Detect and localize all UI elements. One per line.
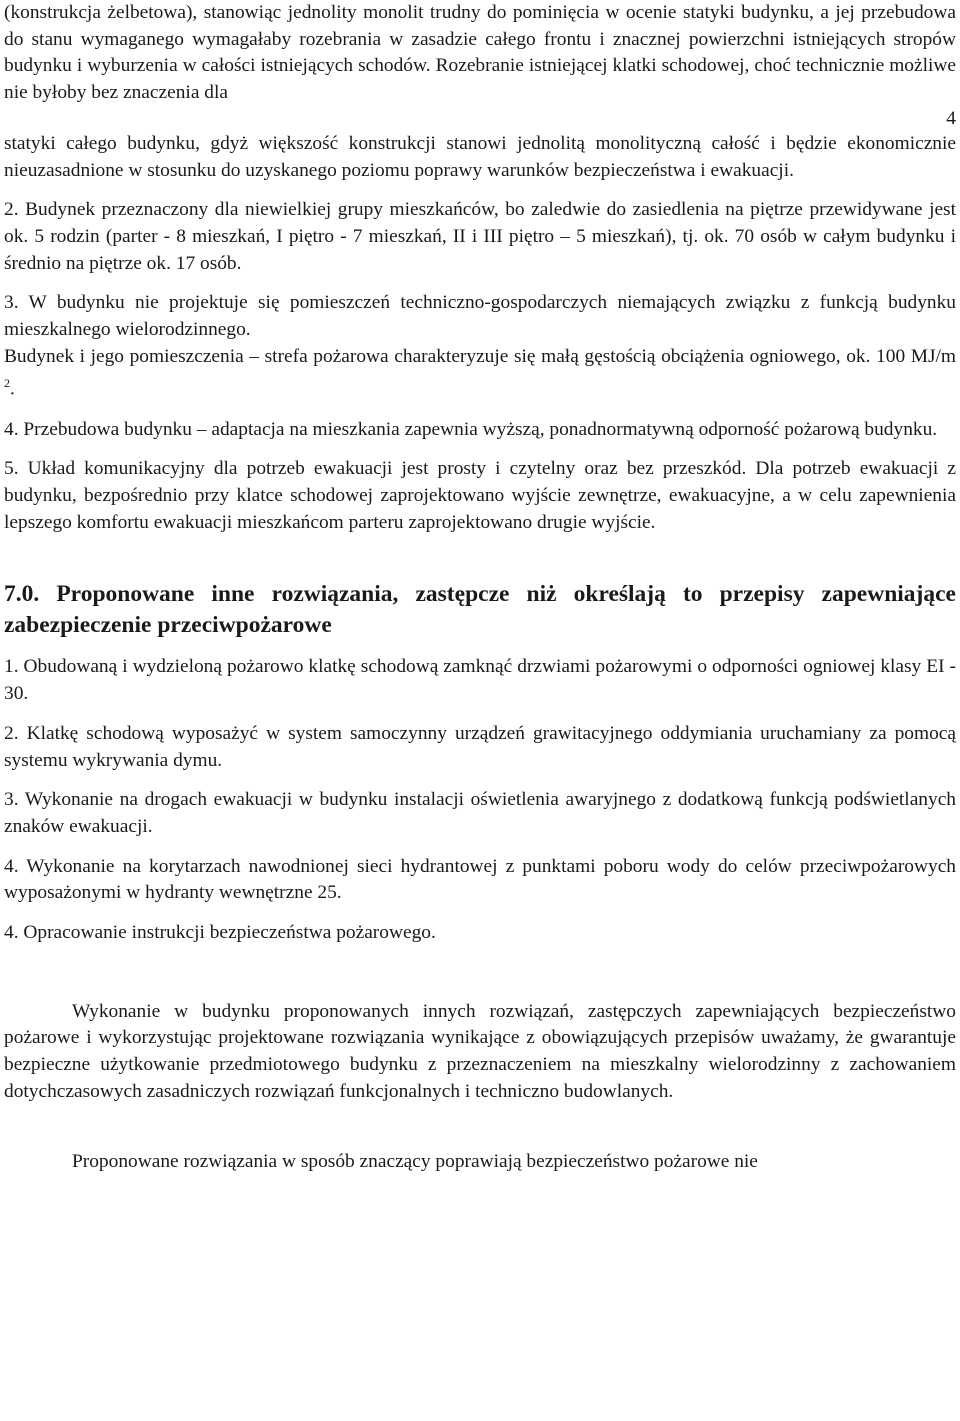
point-3b bbox=[4, 344, 956, 404]
point-4: 4. Przebudowa budynku – adaptacja na mieszkania zapewnia wyższą, ponadnormatywną odporność pożarową budynku. bbox=[4, 418, 938, 440]
final-line: Proponowane rozwiązania w sposób znaczący poprawiają bezpieczeństwo pożarowe nie bbox=[72, 1150, 758, 1172]
proposal-item: 4. Wykonanie na korytarzach nawodnionej sieci hydrantowej z punktami poboru wody do celów przeciwpożarowych wyposażonymi w hydranty wewnętrzne 25. bbox=[4, 855, 956, 904]
proposal-item: 4. Opracowanie instrukcji bezpieczeństwa pożarowego. bbox=[4, 922, 436, 944]
section-heading: 7.0. Proponowane inne rozwiązania, zastępcze niż określają to przepisy zapewniające zabezpieczenie przeciwpożarowe bbox=[4, 581, 956, 639]
proposal-item: 3. Wykonanie na drogach ewakuacji w budynku instalacji oświetlenia awaryjnego z dodatkową funkcją podświetlanych znaków ewakuacji. bbox=[4, 789, 956, 837]
point-3a: 3. W budynku nie projektuje się pomieszczeń techniczno-gospodarczych niemających związku z funkcją budynku mieszkalnego wielorodzinnego. bbox=[4, 292, 956, 341]
point-3b-superscript: 2 bbox=[4, 376, 10, 391]
point-3b-end: . bbox=[10, 378, 15, 400]
point-2: 2. Budynek przeznaczony dla niewielkiej grupy mieszkańców, bo zaledwie do zasiedlenia na piętrze przewidywane jest ok. 5 rodzin (parter - 8 mieszkań, I piętro - 7 mieszkań, II i III piętro – 5 mieszkań), tj. ok. 70 osób w całym budynku i średnio na piętrze ok. 17 osób. bbox=[4, 199, 956, 274]
intro-continuation: statyki całego budynku, gdyż większość konstrukcji stanowi jednolitą monolityczną całość i będzie ekonomicznie nieuzasadnione w stosunku do uzyskanego poziomu poprawy warunków bezpieczeństwa i ewakuacji. bbox=[4, 132, 956, 181]
intro-paragraph: (konstrukcja żelbetowa), stanowiąc jednolity monolit trudny do pominięcia w ocenie statyki budynku, a jej przebudowa do stanu wymaganego wymagałaby rozebrania w zasadzie całego frontu i znacznej powierzchni istniejących stropów budynku i wyburzenia w całości istniejących schodów. Rozebranie istniejącej klatki schodowej, choć technicznie możliwe nie byłoby bez znaczenia dla bbox=[4, 2, 956, 104]
page-number: 4 bbox=[946, 107, 956, 129]
proposal-item: 2. Klatkę schodową wyposażyć w system samoczynny urządzeń grawitacyjnego oddymiania uruchamiany za pomocą systemu wykrywania dymu. bbox=[4, 722, 956, 771]
conclusion-paragraph: Wykonanie w budynku proponowanych innych rozwiązań, zastępczych zapewniających bezpieczeństwo pożarowe i wykorzystując projektowane rozwiązania wynikające z obowiązujących przepisów uważamy, że gwarantuje bezpieczne użytkowanie przedmiotowego budynku z przeznaczeniem na mieszkalny wielorodzinny z zachowaniem dotychczasowych zasadniczych rozwiązań funkcjonalnych i techniczno budowlanych. bbox=[4, 1000, 956, 1102]
point-5: 5. Układ komunikacyjny dla potrzeb ewakuacji jest prosty i czytelny oraz bez przeszkód. Dla potrzeb ewakuacji z budynku, bezpośrednio przy klatce schodowej zaprojektowano wyjście zewnętrze, ewakuacyjne, a w celu zapewnienia lepszego komfortu ewakuacji mieszkańcom parteru zaprojektowano drugie wyjście. bbox=[4, 458, 956, 533]
point-3b-text: Budynek i jego pomieszczenia – strefa pożarowa charakteryzuje się małą gęstością obciążenia ogniowego, ok. 100 MJ/m bbox=[4, 345, 956, 367]
proposal-item: 1. Obudowaną i wydzieloną pożarowo klatkę schodową zamknąć drzwiami pożarowymi o odporności ogniowej klasy EI - 30. bbox=[4, 656, 956, 705]
document-page bbox=[4, 0, 956, 1175]
